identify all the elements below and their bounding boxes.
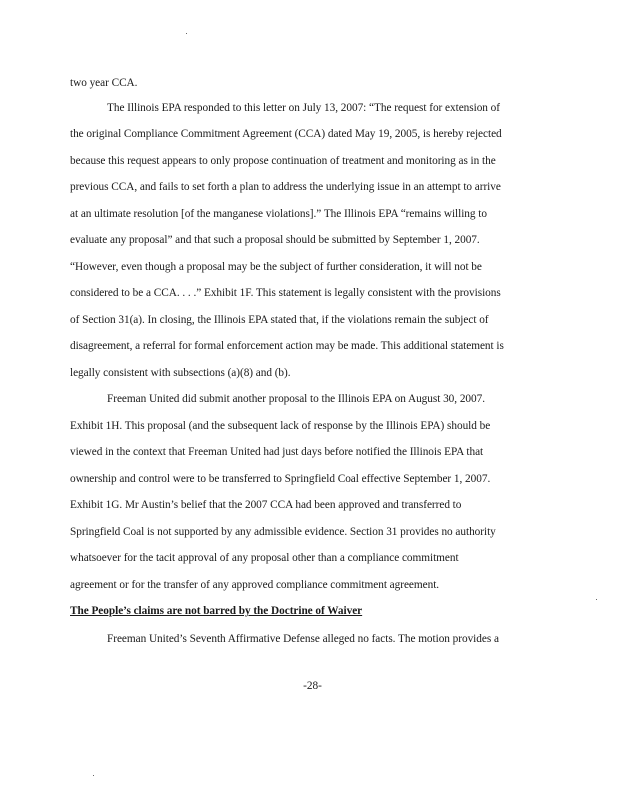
paragraph-line: disagreement, a referral for formal enforcement action may be made. This additional statement is: [70, 340, 504, 352]
paragraph-line: whatsoever for the tacit approval of any proposal other than a compliance commitment: [70, 552, 459, 564]
paragraph-line: the original Compliance Commitment Agreement (CCA) dated May 19, 2005, is hereby rejected: [70, 128, 502, 140]
paragraph-line: Freeman United did submit another proposal to the Illinois EPA on August 30, 2007.: [107, 393, 485, 405]
paragraph-line: because this request appears to only propose continuation of treatment and monitoring as in the: [70, 155, 496, 167]
paragraph-line: two year CCA.: [70, 77, 138, 89]
paragraph-line: previous CCA, and fails to set forth a plan to address the underlying issue in an attempt to arrive: [70, 181, 501, 193]
paragraph-line: considered to be a CCA. . . .” Exhibit 1F. This statement is legally consistent with the provisions: [70, 287, 501, 299]
scan-speck: [596, 599, 597, 600]
page-number: -28-: [303, 680, 322, 692]
paragraph-line: Freeman United’s Seventh Affirmative Defense alleged no facts. The motion provides a: [107, 633, 499, 645]
paragraph-line: at an ultimate resolution [of the manganese violations].” The Illinois EPA “remains willing to: [70, 208, 487, 220]
scan-speck: [186, 33, 187, 34]
paragraph-line: “However, even though a proposal may be the subject of further consideration, it will not be: [70, 261, 482, 273]
paragraph-line: ownership and control were to be transferred to Springfield Coal effective September 1, 2007.: [70, 473, 491, 485]
paragraph-line: legally consistent with subsections (a)(8) and (b).: [70, 367, 291, 379]
paragraph-line: of Section 31(a). In closing, the Illinois EPA stated that, if the violations remain the subject of: [70, 314, 489, 326]
paragraph-line: evaluate any proposal” and that such a proposal should be submitted by September 1, 2007.: [70, 234, 480, 246]
paragraph-line: agreement or for the transfer of any approved compliance commitment agreement.: [70, 579, 440, 591]
paragraph-line: Exhibit 1G. Mr Austin’s belief that the 2007 CCA had been approved and transferred to: [70, 499, 462, 511]
paragraph-line: viewed in the context that Freeman United had just days before notified the Illinois EPA that: [70, 446, 484, 458]
section-heading: The People’s claims are not barred by the Doctrine of Waiver: [70, 605, 363, 617]
paragraph-line: Springfield Coal is not supported by any admissible evidence. Section 31 provides no authority: [70, 526, 496, 538]
paragraph-line: Exhibit 1H. This proposal (and the subsequent lack of response by the Illinois EPA) should be: [70, 420, 491, 432]
paragraph-line: The Illinois EPA responded to this letter on July 13, 2007: “The request for extension of: [107, 102, 500, 114]
scan-speck: [93, 775, 94, 776]
